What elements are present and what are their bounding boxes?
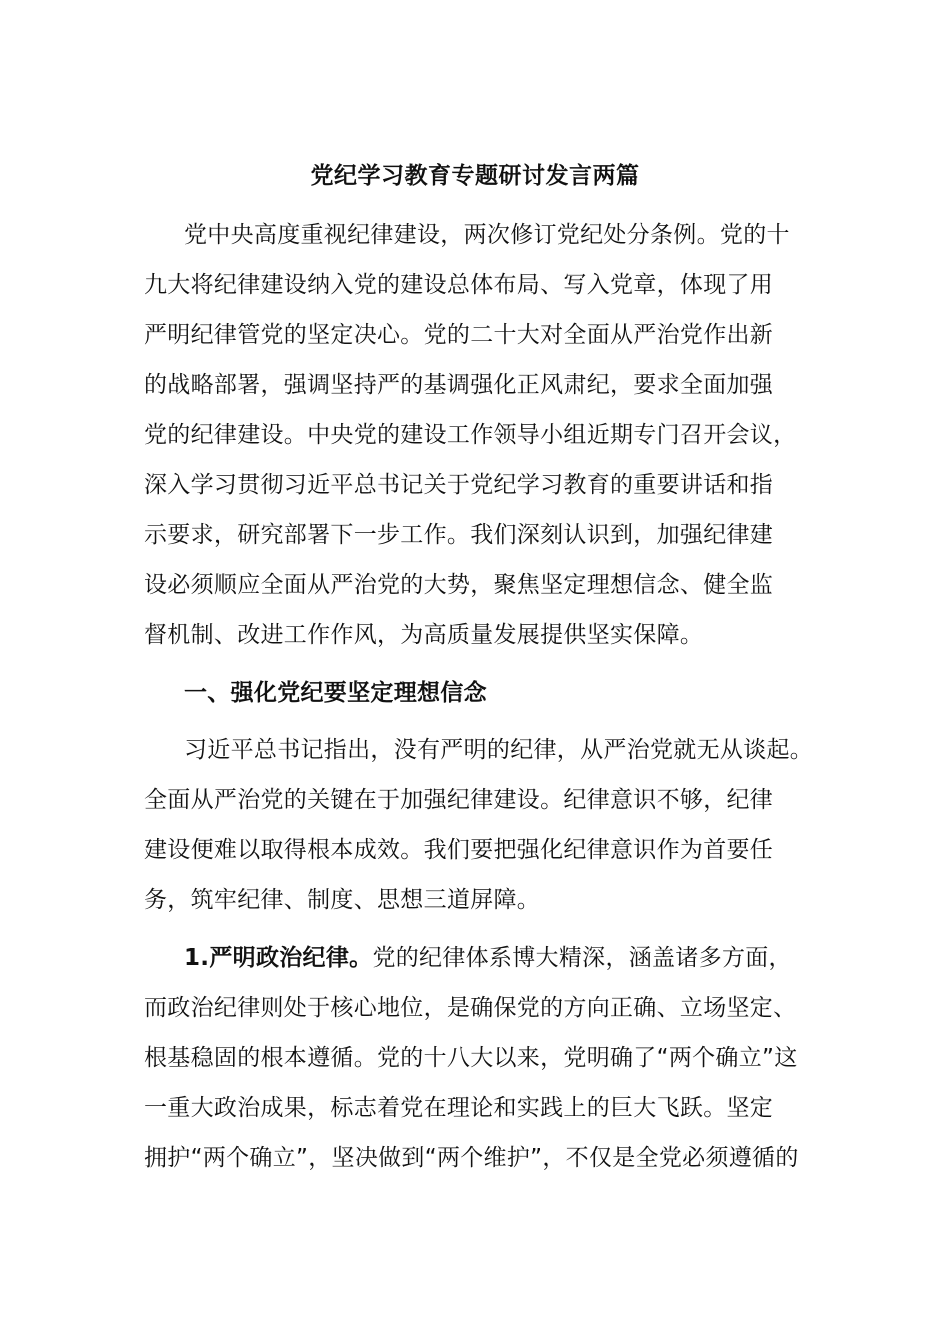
subheading-lead: 1.严明政治纪律。 <box>184 945 373 971</box>
text-line: 的战略部署，强调坚持严的基调强化正风肃纪，要求全面加强 <box>144 372 774 398</box>
document-title: 党纪学习教育专题研讨发言两篇 <box>310 163 640 189</box>
text-line: 严明纪律管党的坚定决心。党的二十大对全面从严治党作出新 <box>144 322 774 348</box>
paragraph-intro <box>144 210 834 660</box>
text-line-rest: 党的纪律体系博大精深，涵盖诸多方面， <box>372 945 792 971</box>
text-line: 党中央高度重视纪律建设，两次修订党纪处分条例。党的十 <box>184 222 790 248</box>
text-line: 习近平总书记指出，没有严明的纪律，从严治党就无从谈起。 <box>184 737 814 763</box>
text-line: 全面从严治党的关键在于加强纪律建设。纪律意识不够，纪律 <box>144 787 774 813</box>
text-line: 党的纪律建设。中央党的建设工作领导小组近期专门召开会议， <box>144 422 797 448</box>
text-line: 九大将纪律建设纳入党的建设总体布局、写入党章，体现了用 <box>144 272 774 298</box>
text-line: 而政治纪律则处于核心地位，是确保党的方向正确、立场坚定、 <box>144 995 797 1021</box>
text-line: 督机制、改进工作作风，为高质量发展提供坚实保障。 <box>144 622 704 648</box>
text-line <box>144 933 834 983</box>
paragraph-section-1 <box>144 725 834 925</box>
text-line: 根基稳固的根本遵循。党的十八大以来，党明确了“两个确立”这 <box>144 1045 798 1071</box>
paragraph-political-discipline <box>144 933 834 1183</box>
text-line: 深入学习贯彻习近平总书记关于党纪学习教育的重要讲话和指 <box>144 472 774 498</box>
text-line: 一重大政治成果，标志着党在理论和实践上的巨大飞跃。坚定 <box>144 1095 774 1121</box>
section-heading: 一、强化党纪要坚定理想信念 <box>184 680 487 706</box>
text-line: 务，筑牢纪律、制度、思想三道屏障。 <box>144 887 541 913</box>
text-line: 拥护“两个确立”，坚决做到“两个维护”，不仅是全党必须遵循的 <box>144 1145 799 1171</box>
text-line: 建设便难以取得根本成效。我们要把强化纪律意识作为首要任 <box>144 837 774 863</box>
section-heading-1 <box>144 668 834 718</box>
text-line: 示要求，研究部署下一步工作。我们深刻认识到，加强纪律建 <box>144 522 774 548</box>
text-line: 设必须顺应全面从严治党的大势，聚焦坚定理想信念、健全监 <box>144 572 774 598</box>
